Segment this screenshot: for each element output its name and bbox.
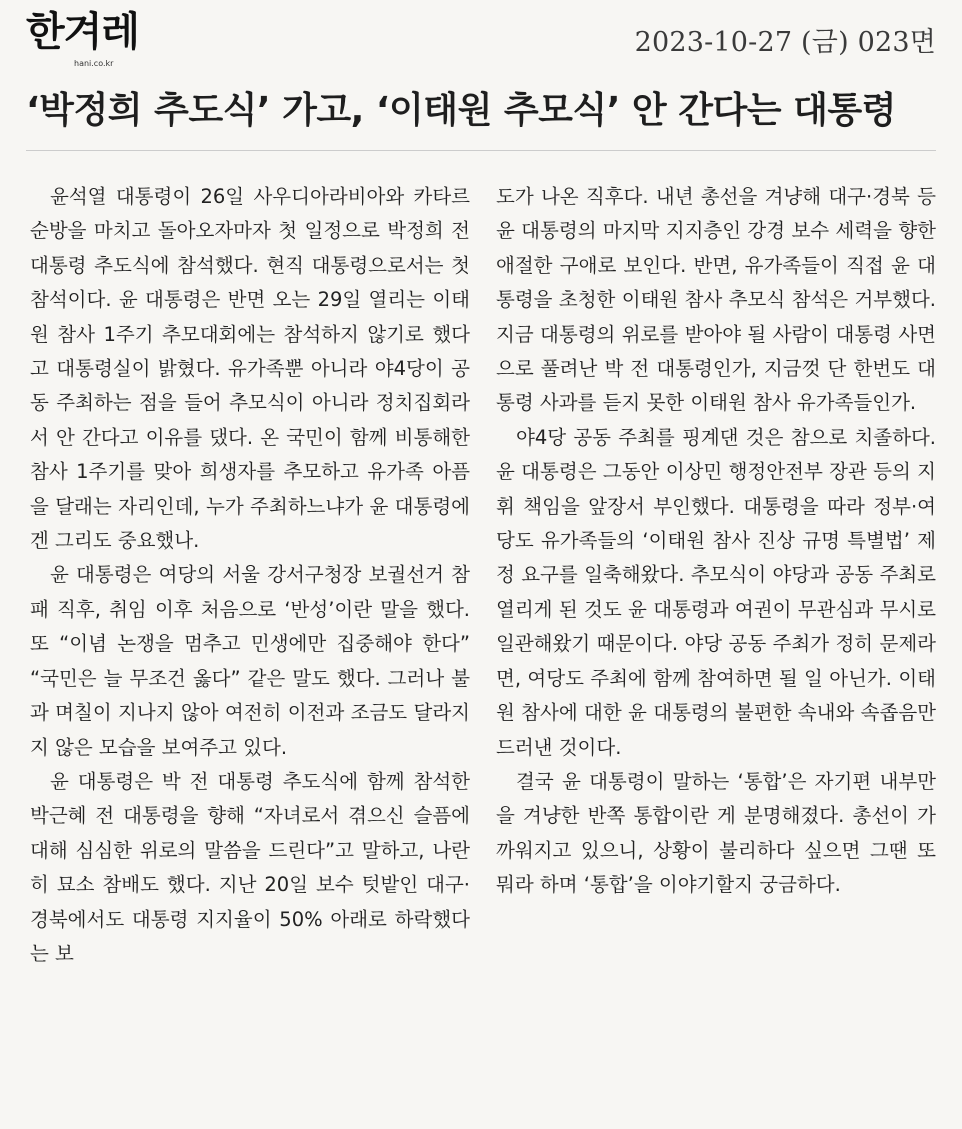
paragraph: 윤석열 대통령이 26일 사우디아라비아와 카타르 순방을 마치고 돌아오자마자 첫 일정으로 박정희 전 대통령 추도식에 참석했다. 현직 대통령으로서는 첫 참석이다. 윤 대통령은 반면 오는 29일 열리는 이태원 참사 1주기 추모대회에는 참석하지 않기로 했다고 대통령실이 밝혔다. 유가족뿐 아니라 야4당이 공동 주최하는 점을 들어 추모식이 아니라 정치집회라서 안 간다고 이유를 댔다. 온 국민이 함께 비통해한 참사 1주기를 맞아 희생자를 추모하고 유가족 아픔을 달래는 자리인데, 누가 주최하느냐가 윤 대통령에겐 그리도 중요했나. bbox=[30, 185, 470, 553]
divider bbox=[26, 150, 936, 151]
paragraph: 윤 대통령은 박 전 대통령 추도식에 함께 참석한 박근혜 전 대통령을 향해 “자녀로서 겪으신 슬픔에 대해 심심한 위로의 말씀을 드린다”고 말하고, 나란히 묘소 참배도 했다. 지난 20일 보수 텃밭인 대구·경북에서도 대통령 지지율이 50% 아래로 하락했다는 보 bbox=[30, 769, 470, 965]
paragraph: 윤 대통령은 여당의 서울 강서구청장 보궐선거 참패 직후, 취임 이후 처음으로 ‘반성’이란 말을 했다. 또 “이념 논쟁을 멈추고 민생에만 집중해야 한다” “국민은 늘 무조건 옳다” 같은 말도 했다. 그러나 불과 며칠이 지나지 않아 여전히 이전과 조금도 달라지지 않은 모습을 보여주고 있다. bbox=[30, 563, 470, 759]
paragraph: 야4당 공동 주최를 핑계댄 것은 참으로 치졸하다. 윤 대통령은 그동안 이상민 행정안전부 장관 등의 지휘 책임을 앞장서 부인했다. 대통령을 따라 정부·여당도 유가족들의 ‘이태원 참사 진상 규명 특별법’ 제정 요구를 일축해왔다. 추모식이 야당과 공동 주최로 열리게 된 것도 윤 대통령과 여권이 무관심과 무시로 일관해왔기 때문이다. 야당 공동 주최가 정히 문제라면, 여당도 주최에 함께 참여하면 될 일 아닌가. 이태원 참사에 대한 윤 대통령의 불편한 속내와 속좁음만 드러낸 것이다. bbox=[496, 425, 936, 759]
issue-date: 2023-10-27 (금) 023면 bbox=[634, 27, 936, 58]
headline: ‘박정희 추도식’ 가고, ‘이태원 추모식’ 안 간다는 대통령 bbox=[26, 90, 896, 131]
logo-url: hani.co.kr bbox=[74, 59, 114, 68]
article-column-right bbox=[496, 180, 936, 903]
paragraph: 도가 나온 직후다. 내년 총선을 겨냥해 대구·경북 등 윤 대통령의 마지막 지지층인 강경 보수 세력을 향한 애절한 구애로 보인다. 반면, 유가족들이 직접 윤 대통령을 초청한 이태원 참사 추모식 참석은 거부했다. 지금 대통령의 위로를 받아야 될 사람이 대통령 사면으로 풀려난 박 전 대통령인가, 지금껏 단 한번도 대통령 사과를 듣지 못한 이태원 참사 유가족들인가. bbox=[496, 185, 936, 415]
logo-text: 한겨레 bbox=[26, 9, 139, 55]
paragraph: 결국 윤 대통령이 말하는 ‘통합’은 자기편 내부만을 겨냥한 반쪽 통합이란 게 분명해졌다. 총선이 가까워지고 있으니, 상황이 불리하다 싶으면 그땐 또 뭐라 하며 ‘통합’을 이야기할지 궁금하다. bbox=[496, 769, 936, 897]
article-column-left bbox=[30, 180, 470, 971]
newspaper-logo bbox=[26, 9, 206, 74]
